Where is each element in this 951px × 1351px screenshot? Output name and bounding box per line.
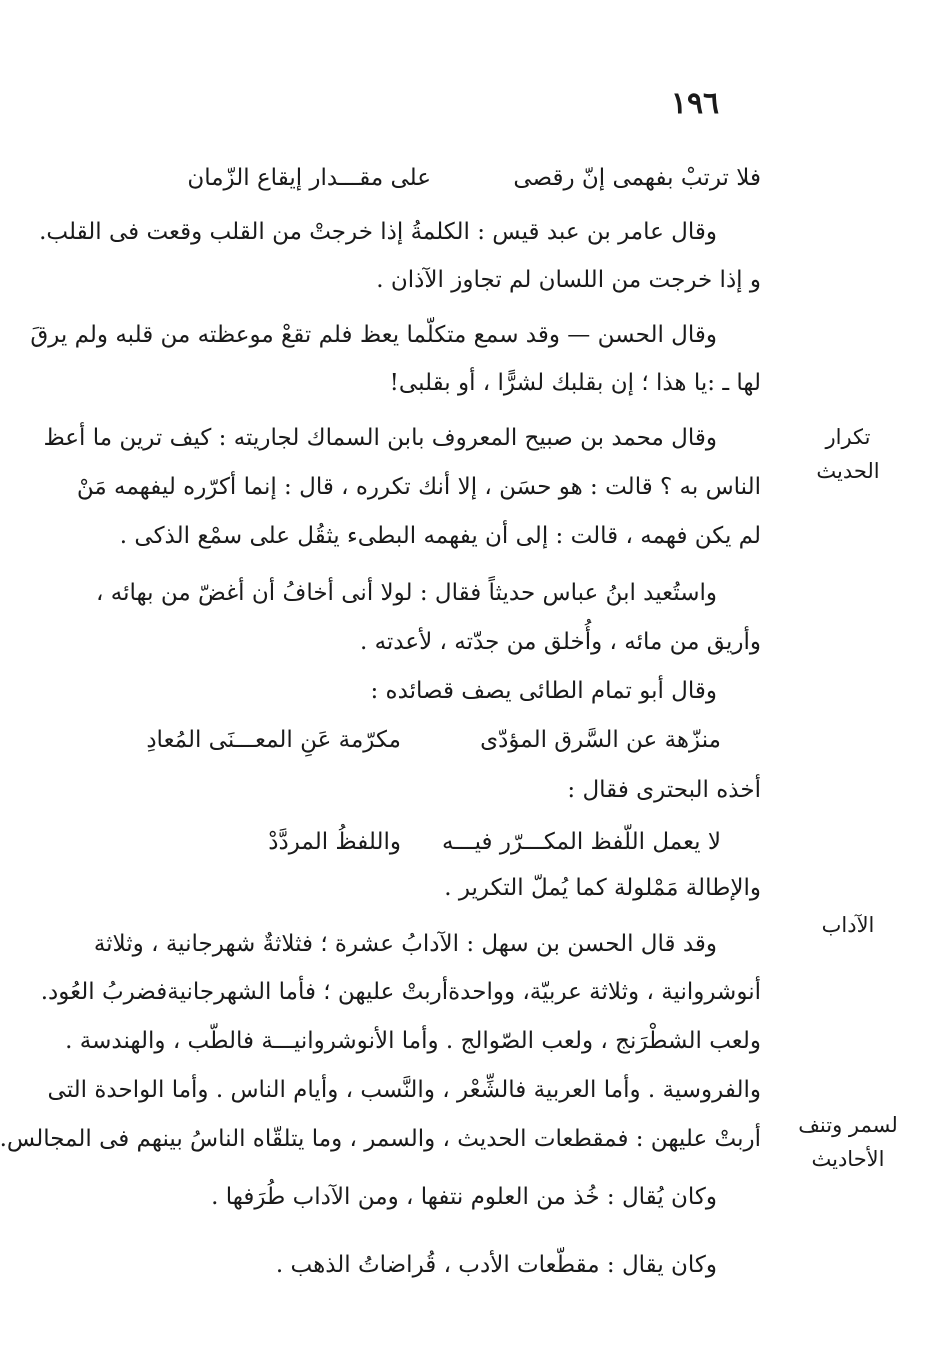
verse-couplet [115, 822, 761, 862]
margin-note-line: الحديث [816, 459, 880, 483]
margin-note-line: تكرار [825, 425, 871, 449]
verse-second-hemistich: واللفظُ المردَّدْ [268, 829, 401, 855]
text-line: وأريق من مائه ، وأُخلق من جدّته ، لأعدته . [359, 629, 761, 655]
text-line: والإطالة مَمْلولة كما يُملّ التكرير . [444, 875, 761, 901]
text-line: أنوشروانية ، وثلاثة عربيّة، وواحدةأربتْ عليهن ؛ فأما الشهرجانيةفضربُ العُود. [40, 979, 761, 1005]
verse-first-hemistich: فلا ترتبْ بفهمى إنّ رقصى [513, 165, 761, 191]
margin-note-line: لسمر وتنف [798, 1113, 898, 1137]
text-line: وقال محمد بن صبيح المعروف بابن السماك لجاريته : كيف ترين ما أعظ [43, 425, 717, 451]
verse-first-hemistich: منزّهة عن السَّرق المؤدّى [480, 727, 721, 753]
text-line: وقال أبو تمام الطائى يصف قصائده : [370, 678, 717, 704]
text-line: لم يكن فهمه ، قالت : إلى أن يفهمه البطىء يثقُل على سمْع الذكى . [119, 523, 761, 549]
margin-note-repetition [788, 420, 908, 488]
text-line: لها ـ :يا هذا ؛ إن بقلبك لشرًّا ، أو بقلبى! [389, 370, 761, 396]
text-line: الناس به ؟ قالت : هو حسَن ، إلا أنك تكرره ، قال : إنما أكرّره ليفهمه مَنْ [76, 474, 761, 500]
text-line: و إذا خرجت من اللسان لم تجاوز الآذان . [376, 267, 761, 293]
text-line: والفروسية . وأما العربية فالشِّعْر ، والنَّسب ، وأيام الناس . وأما الواحدة التى [47, 1077, 761, 1103]
verse-second-hemistich: على مقـــدار إيقاع الزّمان [187, 165, 431, 191]
text-line: وقال الحسن — وقد سمع متكلّما يعظ فلم تقعْ موعظته من قلبه ولم يرقَ [30, 322, 717, 348]
text-line: وكان يُقال : خُذ من العلوم نتفها ، ومن الآداب طُرَفها . [211, 1184, 717, 1210]
margin-note-line: الآداب [821, 913, 875, 937]
text-line: وقد قال الحسن بن سهل : الآدابُ عشرة ؛ فثلاثةٌ شهرجانية ، وثلاثة [93, 931, 717, 957]
verse-first-hemistich: لا يعمل اللّفظ المكـــرّر فيـــه [442, 829, 721, 855]
text-line: أربتْ عليهن : فمقطعات الحديث ، والسمر ، وما يتلقّاه الناسُ بينهم فى المجالس. [0, 1126, 761, 1152]
text-line: وكان يقال : مقطّعات الأدب ، قُراضاتُ الذهب . [275, 1252, 717, 1278]
margin-note-night-talk [788, 1108, 908, 1176]
verse-couplet [115, 158, 761, 198]
text-line: ولعب الشطْرَنج ، ولعب الصّوالج . وأما الأنوشروانيـــة فالطّب ، والهندسة . [65, 1028, 761, 1054]
margin-note-manners [788, 908, 908, 942]
verse-couplet [115, 720, 761, 760]
text-line: وقال عامر بن عبد قيس : الكلمةُ إذا خرجتْ من القلب وقعت فى القلب. [39, 219, 717, 245]
margin-note-line: الأحاديث [811, 1147, 885, 1171]
text-line: واستُعيد ابنُ عباس حديثاً فقال : لولا أنى أخافُ أن أغضّ من بهائه ، [96, 580, 717, 606]
verse-second-hemistich: مكرّمة عَنِ المعـــنَى المُعادِ [146, 727, 401, 753]
page-number: ١٩٦ [670, 86, 720, 121]
text-line: أخذه البحترى فقال : [567, 777, 761, 803]
